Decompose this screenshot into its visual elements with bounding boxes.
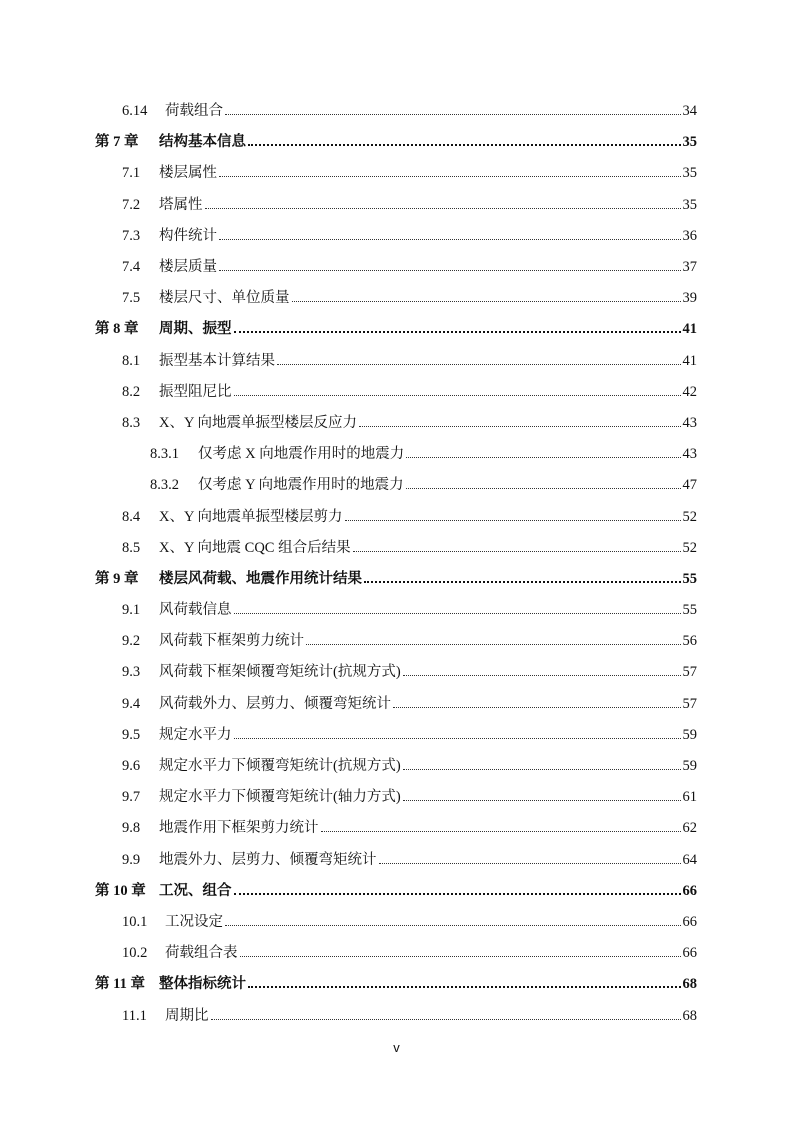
toc-dot-leader: [219, 239, 681, 240]
toc-section-entry[interactable]: [0, 499, 793, 530]
toc-number: 第 7 章: [95, 134, 139, 151]
toc-page-number: 68: [682, 1007, 697, 1024]
toc-dot-leader: [403, 675, 681, 676]
toc-title: 地震外力、层剪力、倾覆弯矩统计: [159, 851, 377, 868]
toc-title: 风荷载下框架倾覆弯矩统计(抗规方式): [159, 664, 401, 681]
toc-dot-leader: [234, 395, 681, 396]
toc-section-entry[interactable]: [0, 905, 793, 936]
toc-title: 整体指标统计: [159, 976, 246, 993]
toc-section-entry[interactable]: [0, 344, 793, 375]
toc-title: 塔属性: [159, 196, 203, 213]
toc-number: 9.4: [122, 695, 141, 712]
toc-number: 8.4: [122, 508, 141, 525]
toc-title: 振型阻尼比: [159, 383, 232, 400]
toc-subsection-entry[interactable]: [0, 468, 793, 499]
toc-section-entry[interactable]: [0, 219, 793, 250]
page-number: v: [393, 1040, 400, 1055]
toc-title: 楼层尺寸、单位质量: [159, 290, 290, 307]
toc-number: 第 8 章: [95, 321, 139, 338]
toc-dot-leader: [406, 457, 680, 458]
toc-title: X、Y 向地震单振型楼层剪力: [159, 508, 343, 525]
toc-section-entry[interactable]: [0, 94, 793, 125]
toc-page-number: 57: [682, 695, 697, 712]
toc-section-entry[interactable]: [0, 593, 793, 624]
toc-section-entry[interactable]: [0, 250, 793, 281]
toc-number: 7.5: [122, 290, 141, 307]
toc-dot-leader: [248, 986, 681, 988]
toc-title: 风荷载外力、层剪力、倾覆弯矩统计: [159, 695, 391, 712]
toc-title: X、Y 向地震 CQC 组合后结果: [159, 539, 351, 556]
toc-title: 仅考虑 X 向地震作用时的地震力: [198, 446, 405, 463]
toc-title: 工况、组合: [159, 882, 232, 899]
toc-page-number: 61: [682, 789, 697, 806]
table-of-contents: [0, 94, 793, 1030]
toc-dot-leader: [353, 551, 681, 552]
toc-number: 10.1: [122, 913, 148, 930]
toc-number: 9.8: [122, 820, 141, 837]
toc-section-entry[interactable]: [0, 156, 793, 187]
toc-dot-leader: [205, 208, 681, 209]
toc-page-number: 56: [682, 633, 697, 650]
toc-title: 规定水平力下倾覆弯矩统计(抗规方式): [159, 758, 401, 775]
toc-page-number: 41: [682, 352, 697, 369]
toc-title: 周期、振型: [159, 321, 232, 338]
toc-page-number: 68: [682, 976, 697, 993]
toc-section-entry[interactable]: [0, 655, 793, 686]
toc-title: 规定水平力: [159, 726, 232, 743]
toc-number: 8.2: [122, 383, 141, 400]
toc-number: 8.3: [122, 414, 141, 431]
toc-title: 结构基本信息: [159, 134, 246, 151]
toc-page-number: 43: [682, 446, 697, 463]
toc-section-entry[interactable]: [0, 936, 793, 967]
toc-page-number: 42: [682, 383, 697, 400]
toc-section-entry[interactable]: [0, 624, 793, 655]
toc-number: 9.5: [122, 726, 141, 743]
toc-section-entry[interactable]: [0, 843, 793, 874]
toc-page-number: 47: [682, 477, 697, 494]
toc-dot-leader: [359, 426, 680, 427]
toc-page-number: 41: [682, 321, 697, 338]
toc-section-entry[interactable]: [0, 718, 793, 749]
toc-dot-leader: [234, 893, 681, 895]
toc-number: 8.3.2: [150, 477, 179, 494]
toc-section-entry[interactable]: [0, 375, 793, 406]
toc-number: 7.4: [122, 259, 141, 276]
toc-section-entry[interactable]: [0, 687, 793, 718]
toc-number: 8.5: [122, 539, 141, 556]
toc-section-entry[interactable]: [0, 749, 793, 780]
toc-dot-leader: [225, 925, 681, 926]
toc-title: 风荷载信息: [159, 602, 232, 619]
toc-page-number: 35: [682, 165, 697, 182]
toc-number: 9.1: [122, 602, 141, 619]
toc-section-entry[interactable]: [0, 406, 793, 437]
toc-dot-leader: [225, 114, 681, 115]
toc-title: 荷载组合: [165, 103, 223, 120]
toc-page-number: 39: [682, 290, 697, 307]
toc-section-entry[interactable]: [0, 531, 793, 562]
toc-title: 楼层风荷载、地震作用统计结果: [159, 570, 362, 587]
toc-page-number: 66: [682, 913, 697, 930]
toc-dot-leader: [345, 520, 681, 521]
toc-number: 9.7: [122, 789, 141, 806]
toc-page-number: 35: [682, 134, 697, 151]
toc-chapter-entry[interactable]: [0, 312, 793, 343]
toc-dot-leader: [403, 800, 681, 801]
toc-title: 楼层属性: [159, 165, 217, 182]
toc-dot-leader: [219, 270, 681, 271]
toc-title: 楼层质量: [159, 259, 217, 276]
toc-dot-leader: [306, 644, 681, 645]
toc-title: 地震作用下框架剪力统计: [159, 820, 319, 837]
toc-page-number: 64: [682, 851, 697, 868]
toc-number: 9.2: [122, 633, 141, 650]
toc-dot-leader: [234, 613, 681, 614]
toc-page-number: 57: [682, 664, 697, 681]
toc-page-number: 37: [682, 259, 697, 276]
toc-page-number: 66: [682, 882, 697, 899]
toc-dot-leader: [277, 364, 681, 365]
toc-dot-leader: [248, 144, 681, 146]
toc-page-number: 36: [682, 227, 697, 244]
toc-page-number: 59: [682, 726, 697, 743]
toc-number: 6.14: [122, 103, 148, 120]
toc-page-number: 59: [682, 758, 697, 775]
toc-section-entry[interactable]: [0, 780, 793, 811]
toc-number: 11.1: [122, 1007, 147, 1024]
toc-number: 8.1: [122, 352, 141, 369]
toc-dot-leader: [234, 738, 681, 739]
toc-dot-leader: [321, 831, 681, 832]
toc-dot-leader: [211, 1019, 681, 1020]
toc-title: 仅考虑 Y 向地震作用时的地震力: [198, 477, 404, 494]
toc-dot-leader: [219, 176, 681, 177]
toc-title: 周期比: [165, 1007, 209, 1024]
toc-dot-leader: [234, 331, 681, 333]
toc-number: 7.2: [122, 196, 141, 213]
toc-title: 规定水平力下倾覆弯矩统计(轴力方式): [159, 789, 401, 806]
toc-section-entry[interactable]: [0, 811, 793, 842]
toc-number: 9.6: [122, 758, 141, 775]
toc-page-number: 66: [682, 945, 697, 962]
toc-subsection-entry[interactable]: [0, 437, 793, 468]
toc-number: 8.3.1: [150, 446, 179, 463]
toc-section-entry[interactable]: [0, 188, 793, 219]
toc-title: 荷载组合表: [165, 945, 238, 962]
toc-number: 9.3: [122, 664, 141, 681]
toc-number: 第 11 章: [95, 976, 145, 993]
toc-number: 7.1: [122, 165, 141, 182]
toc-title: 风荷载下框架剪力统计: [159, 633, 304, 650]
toc-number: 第 9 章: [95, 570, 139, 587]
toc-section-entry[interactable]: [0, 281, 793, 312]
toc-dot-leader: [292, 301, 681, 302]
toc-title: 工况设定: [165, 913, 223, 930]
toc-page-number: 34: [682, 103, 697, 120]
toc-chapter-entry[interactable]: [0, 967, 793, 998]
toc-section-entry[interactable]: [0, 998, 793, 1029]
toc-page-number: 62: [682, 820, 697, 837]
toc-page-number: 52: [682, 539, 697, 556]
toc-title: 振型基本计算结果: [159, 352, 275, 369]
toc-dot-leader: [393, 707, 681, 708]
toc-number: 10.2: [122, 945, 148, 962]
toc-dot-leader: [403, 769, 681, 770]
toc-number: 9.9: [122, 851, 141, 868]
toc-dot-leader: [240, 956, 681, 957]
toc-number: 7.3: [122, 227, 141, 244]
toc-title: X、Y 向地震单振型楼层反应力: [159, 414, 358, 431]
toc-title: 构件统计: [159, 227, 217, 244]
toc-page-number: 35: [682, 196, 697, 213]
toc-page-number: 55: [682, 602, 697, 619]
toc-chapter-entry[interactable]: [0, 125, 793, 156]
toc-dot-leader: [364, 581, 681, 583]
toc-page-number: 52: [682, 508, 697, 525]
toc-chapter-entry[interactable]: [0, 874, 793, 905]
toc-dot-leader: [406, 488, 681, 489]
toc-page-number: 43: [682, 414, 697, 431]
toc-chapter-entry[interactable]: [0, 562, 793, 593]
toc-dot-leader: [379, 863, 681, 864]
toc-page-number: 55: [682, 570, 697, 587]
toc-number: 第 10 章: [95, 882, 146, 899]
